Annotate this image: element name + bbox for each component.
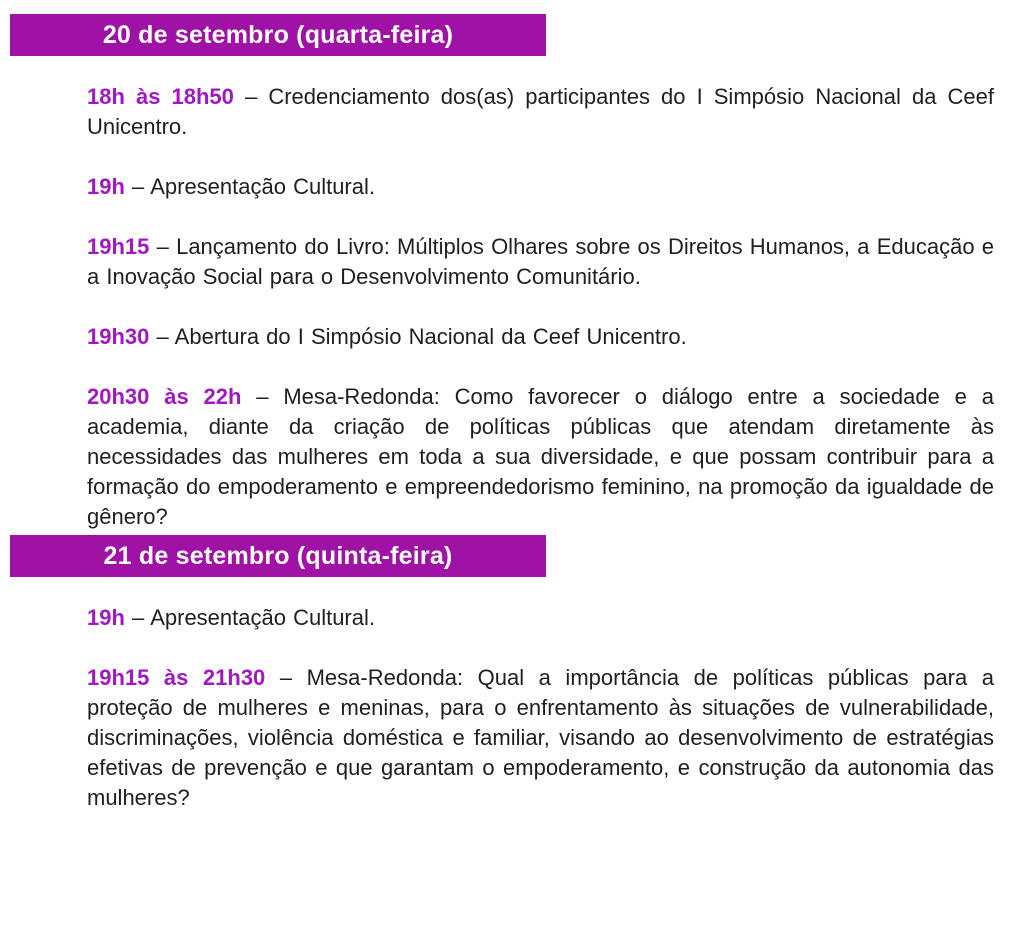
day-header-bar: [10, 14, 546, 56]
item-description: Apresentação Cultural.: [150, 174, 375, 199]
day-header-bar: [10, 535, 546, 577]
dash-separator: –: [256, 384, 269, 409]
schedule-item: [87, 382, 994, 532]
schedule-item: [87, 663, 994, 813]
dash-separator: –: [156, 234, 169, 259]
item-description: Abertura do I Simpósio Nacional da Ceef Unicentro.: [174, 324, 687, 349]
dash-separator: –: [279, 665, 293, 690]
schedule-items: [87, 603, 994, 813]
item-time: 19h: [87, 174, 125, 199]
day-header-label: 20 de setembro (quarta-feira): [102, 20, 454, 49]
schedule-section-day-21: [0, 532, 1024, 813]
dash-separator: –: [156, 324, 169, 349]
item-time: 19h: [87, 605, 125, 630]
item-description: Credenciamento dos(as) participantes do I Simpósio Nacional da Ceef Unicentro.: [87, 84, 994, 139]
dash-separator: –: [132, 605, 145, 630]
item-time: 19h30: [87, 324, 150, 349]
item-time: 19h15 às 21h30: [87, 665, 266, 690]
dash-separator: –: [244, 84, 258, 109]
item-description: Apresentação Cultural.: [150, 605, 375, 630]
item-time: 18h às 18h50: [87, 84, 234, 109]
schedule-item: [87, 232, 994, 292]
schedule-item: [87, 603, 994, 633]
item-time: 20h30 às 22h: [87, 384, 242, 409]
day-header-label: 21 de setembro (quinta-feira): [103, 541, 453, 570]
schedule-item: [87, 82, 994, 142]
dash-separator: –: [132, 174, 145, 199]
item-description: Mesa-Redonda: Como favorecer o diálogo entre a sociedade e a academia, diante da criação de políticas públicas que atendam diretamente às necessidades das mulheres em toda a sua diversidade, e que possam contribuir para a formação do empoderamento e empreendedorismo feminino, na promoção da igualdade de gênero?: [87, 384, 994, 529]
schedule-item: [87, 172, 994, 202]
item-time: 19h15: [87, 234, 150, 259]
schedule-item: [87, 322, 994, 352]
item-description: Mesa-Redonda: Qual a importância de políticas públicas para a proteção de mulheres e meninas, para o enfrentamento às situações de vulnerabilidade, discriminações, violência doméstica e familiar, visando ao desenvolvimento de estratégias efetivas de prevenção e que garantam o empoderamento, e construção da autonomia das mulheres?: [87, 665, 994, 810]
schedule-items: [87, 82, 994, 532]
item-description: Lançamento do Livro: Múltiplos Olhares sobre os Direitos Humanos, a Educação e a Inovação Social para o Desenvolvimento Comunitário.: [87, 234, 994, 289]
